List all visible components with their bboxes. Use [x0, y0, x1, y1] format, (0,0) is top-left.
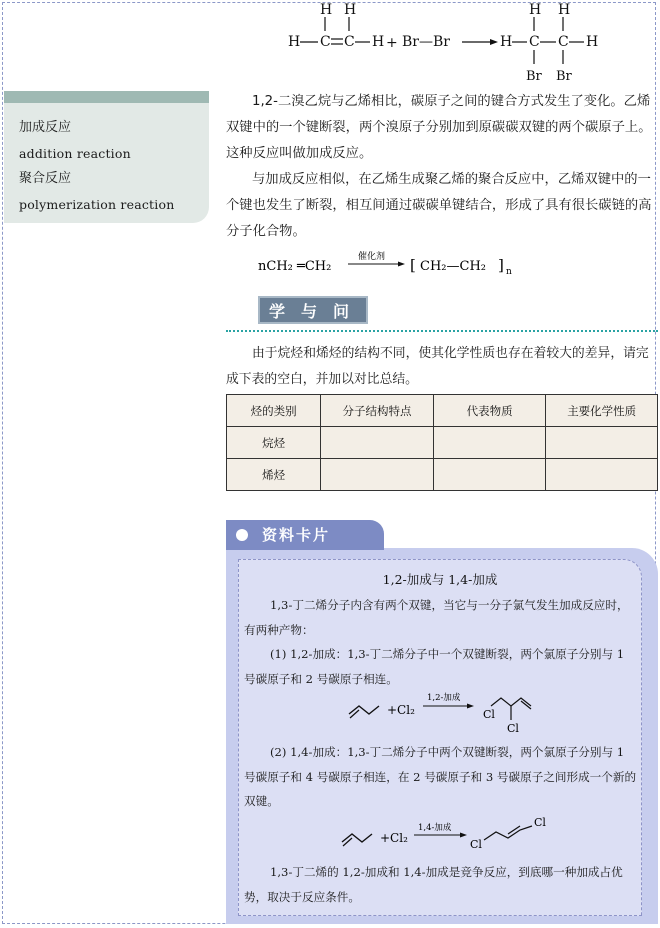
table-header: 主要化学性质 [546, 395, 658, 427]
sidebar-glossary [4, 91, 209, 223]
info-card-title: 1,2-加成与 1,4-加成 [382, 572, 498, 587]
info-card-tab [226, 520, 384, 550]
table-cell-blank[interactable] [546, 427, 658, 459]
dotted-divider [226, 330, 658, 332]
sidebar-header-bar [4, 91, 209, 103]
chlorine-reagent: +Cl₂ [380, 831, 408, 845]
br-atom: Br [526, 69, 542, 84]
table-header: 代表物质 [433, 395, 546, 427]
table-row [227, 427, 658, 459]
h-atom: H [372, 34, 385, 50]
info-card-conclusion: 1,3-丁二烯的 1,2-加成和 1,4-加成是竞争反应，到底哪一种加成占优势，取决于反应条件。 [244, 865, 623, 904]
condition-label: 1,2-加成 [427, 693, 461, 703]
polymerization-equation-graphic [258, 250, 538, 282]
monomer: nCH₂ ═CH₂ [258, 259, 332, 274]
equation-12-addition [345, 688, 545, 734]
c-atom: C [320, 34, 331, 50]
bromination-equation [280, 0, 620, 88]
condition-label: 1,4-加成 [418, 823, 452, 833]
cl-atom: Cl [534, 816, 546, 829]
table-cell-blank[interactable] [433, 459, 546, 491]
h-atom: H [586, 34, 599, 50]
chlorine-reagent: +Cl₂ [387, 703, 415, 717]
bracket-close: ] [498, 256, 504, 274]
polymerization-equation [258, 250, 538, 282]
table-cell-blank[interactable] [433, 427, 546, 459]
term-polymerization-en: polymerization reaction [19, 196, 175, 212]
polymer-unit: CH₂—CH₂ [420, 259, 486, 274]
info-card-item-2: (2) 1,4-加成：1,3-丁二烯分子中两个双键断裂，两个氯原子分别与 1 号碳原子和 4 号碳原子相连，在 2 号碳原子和 3 号碳原子之间形成一个新的双键。 [244, 745, 637, 808]
h-atom: H [320, 2, 333, 18]
bracket-open: [ [410, 256, 416, 274]
catalyst-label: 催化剂 [358, 252, 386, 262]
cl-atom: Cl [470, 838, 482, 851]
comparison-table [226, 394, 658, 491]
table-header: 分子结构特点 [321, 395, 434, 427]
h-atom: H [500, 34, 513, 50]
table-row [227, 459, 658, 491]
cl-atom: Cl [483, 708, 495, 721]
table-header: 烃的类别 [227, 395, 321, 427]
bullet-icon [236, 529, 248, 541]
info-card-item-1: (1) 1,2-加成：1,3-丁二烯分子中一个双键断裂，两个氯原子分别与 1 号碳原子和 2 号碳原子相连。 [244, 647, 625, 686]
bromination-equation-graphic [280, 0, 620, 88]
table-cell: 烷烃 [227, 427, 321, 459]
paragraph-polymerization: 与加成反应相似，在乙烯生成聚乙烯的聚合反应中，乙烯双键中的一个键也发生了断裂，相互间通过碳碳单键结合，形成了具有很长碳链的高分子化合物。 [226, 172, 652, 239]
cl-atom: Cl [507, 722, 519, 734]
br-atom: Br [556, 69, 572, 84]
c-atom: C [529, 34, 540, 50]
info-card-intro: 1,3-丁二烯分子内含有两个双键，当它与一分子氯气发生加成反应时，有两种产物： [244, 598, 629, 637]
c-atom: C [558, 34, 569, 50]
h-atom: H [344, 2, 357, 18]
paragraph-addition: 1,2-二溴乙烷与乙烯相比，碳原子之间的键合方式发生了变化。乙烯双键中的一个键断裂，两个溴原子分别加到原碳碳双键的两个碳原子上。这种反应叫做加成反应。 [226, 94, 652, 161]
table-header-row [227, 395, 658, 427]
c-atom: C [344, 34, 355, 50]
term-addition-en: addition reaction [19, 145, 131, 161]
table-cell-blank[interactable] [321, 427, 434, 459]
table-cell-blank[interactable] [321, 459, 434, 491]
equation-14-addition [338, 812, 558, 856]
xuewen-label: 学与问 [258, 296, 368, 324]
xuewen-question: 由于烷烃和烯烃的结构不同，使其化学性质也存在着较大的差异，请完成下表的空白，并加以对比总结。 [226, 346, 649, 387]
h-atom: H [288, 34, 301, 50]
table-cell-blank[interactable] [546, 459, 658, 491]
h-atom: H [558, 2, 571, 18]
plus-sign: + [386, 35, 398, 51]
info-card-tab-title: 资料卡片 [262, 526, 331, 544]
term-addition-cn: 加成反应 [19, 120, 72, 135]
bromine-molecule: Br—Br [402, 34, 450, 50]
term-polymerization-cn: 聚合反应 [19, 171, 72, 186]
polymer-subscript: n [506, 267, 512, 277]
table-cell: 烯烃 [227, 459, 321, 491]
h-atom: H [529, 2, 542, 18]
